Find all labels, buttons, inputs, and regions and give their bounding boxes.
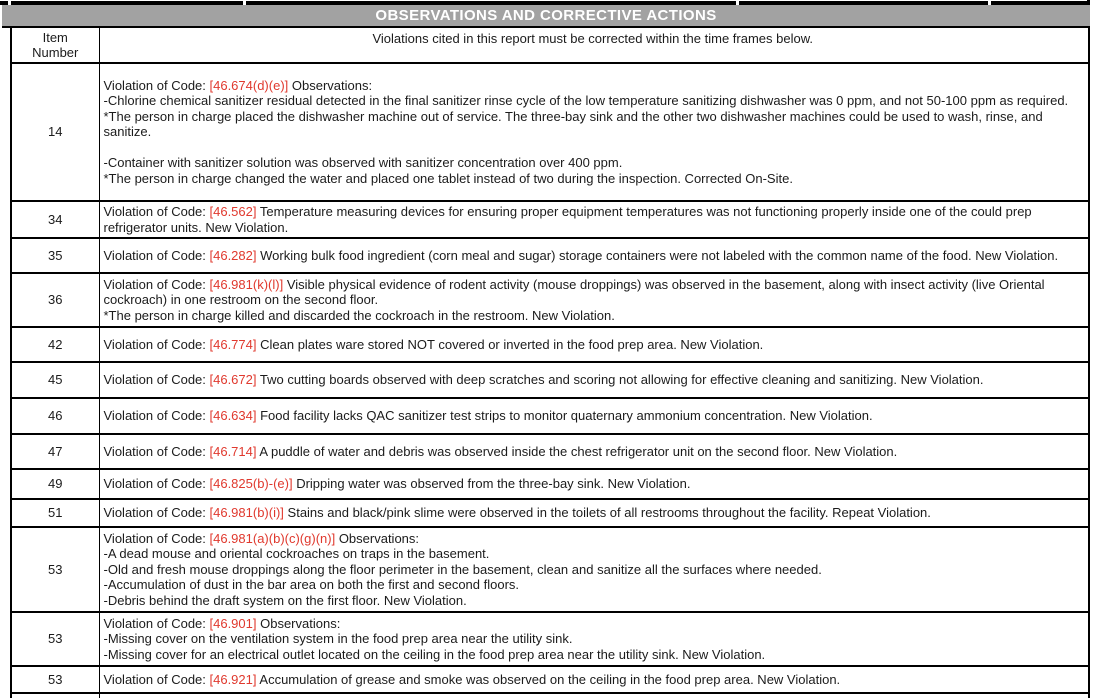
violation-description: Clean plates ware stored NOT covered or inverted in the food prep area. New Violation. [256,336,764,352]
violation-code: [46.774] [209,336,257,352]
violation-text-line: -Missing cover on the ventilation system in the food prep area near the utility sink. [103,631,573,647]
violation-prefix: Violation of Code: [103,336,210,352]
violation-code: [46.672] [209,372,257,388]
violation-row [11,469,1089,499]
item-number-cell [11,693,99,698]
violation-row [11,527,1089,612]
violation-description: Observations: [256,615,341,631]
violation-lead-line [104,672,1083,688]
violations-note-cell [99,28,1089,63]
item-number-cell [11,612,99,666]
violation-text-line [104,140,1083,156]
violation-code: [46.981(b)(i)] [209,505,284,521]
violation-text-line: -Chlorine chemical sanitizer residual detected in the final sanitizer rinse cycle of the low temperature sanitizing dishwasher was 0 ppm, and not 50-100 ppm as required. [103,93,1069,109]
violation-description: A puddle of water and debris was observed inside the chest refrigerator unit on the second floor. New Violation. [256,443,898,459]
violation-prefix: Violation of Code: [103,247,210,263]
item-number-cell [11,273,99,327]
violation-prefix: Violation of Code: [103,505,210,521]
violation-description: Working bulk food ingredient (corn meal and sugar) storage containers were not labeled with the common name of the food. New Violation. [256,247,1059,263]
section-title: OBSERVATIONS AND CORRECTIVE ACTIONS [375,7,717,24]
item-number: 51 [48,505,63,521]
violation-row [11,666,1089,693]
violation-description: Observations: [288,77,373,93]
violation-text-cell [99,201,1089,238]
violation-row [11,238,1089,273]
violation-text-cell [99,434,1089,469]
violation-code: [46.921] [209,671,257,687]
item-number-cell [11,362,99,398]
violation-text-cell [99,63,1089,201]
item-number: 46 [48,408,63,424]
violation-lead-line [104,444,1083,460]
violation-code: [46.825(b)-(e)] [209,476,293,492]
violation-text-line: -Missing cover for an electrical outlet located on the ceiling in the food prep area near the utility sink. New Violation. [103,646,766,662]
item-number-cell [11,201,99,238]
item-number-header-cell [11,28,99,63]
violation-description: Two cutting boards observed with deep scratches and scoring not allowing for effective cleaning and sanitizing. New Violation. [256,372,984,388]
item-number: 53 [48,671,63,687]
violation-lead-line [104,408,1083,424]
violation-description: Dripping water was observed from the three-bay sink. New Violation. [292,476,691,492]
table-header-row [11,28,1089,63]
violation-text-cell [99,238,1089,273]
violation-text-line: *The person in charge killed and discarded the cockroach in the restroom. New Violation. [103,307,615,323]
section-title-band [2,5,1090,28]
violation-text-line: -Container with sanitizer solution was observed with sanitizer concentration over 400 ppm. [103,155,623,171]
item-number: 14 [48,124,63,140]
violation-code: [46.981(k)(l)] [209,276,284,292]
violation-lead-line [104,78,1083,94]
violation-text-line: -A dead mouse and oriental cockroaches on traps in the basement. [103,546,490,562]
violation-row [11,612,1089,666]
violation-prefix: Violation of Code: [103,615,210,631]
violation-text-cell [99,398,1089,434]
violation-text-line: -Old and fresh mouse droppings along the floor perimeter in the basement, clean and sanitize all the surfaces where needed. [103,561,822,577]
violation-text-line: *The person in charge changed the water and placed one tablet instead of two during the inspection. Corrected On-Site. [103,170,793,186]
violation-prefix: Violation of Code: [103,476,210,492]
violation-text-line: -Accumulation of dust in the bar area on both the first and second floors. [103,577,520,593]
violation-lead-line [104,337,1083,353]
item-number: 53 [48,631,63,647]
item-number: 49 [48,476,63,492]
violation-lead-line [104,248,1083,264]
violation-lead-line [104,505,1083,521]
violation-row [11,693,1089,698]
item-number-cell [11,434,99,469]
violation-code: [46.562] [209,204,257,219]
violation-description: Stains and black/pink slime were observed in the toilets of all restrooms throughout the facility. Repeat Violation. [283,505,931,521]
item-number-cell [11,63,99,201]
violation-prefix: Violation of Code: [103,530,210,546]
violation-description: Observations: [335,530,420,546]
violation-lead-line [104,204,1083,235]
item-header-line2: Number [32,45,79,60]
violation-prefix: Violation of Code: [103,204,210,219]
violation-text-cell [99,612,1089,666]
violation-text-cell [99,273,1089,327]
violation-prefix: Violation of Code: [103,77,210,93]
violation-code: [46.901] [209,615,257,631]
violation-lead-line [104,372,1083,388]
item-number-cell [11,327,99,362]
item-number-cell [11,527,99,612]
violation-row [11,499,1089,527]
violation-code: [46.714] [209,443,257,459]
violation-description: Accumulation of grease and smoke was observed on the ceiling in the food prep area. New Violation. [256,671,841,687]
item-number-cell [11,469,99,499]
violation-text-cell [99,693,1089,698]
violation-row [11,63,1089,201]
violation-lead-line [104,277,1083,308]
violation-prefix: Violation of Code: [103,408,210,424]
item-header-line1: Item [42,30,68,45]
item-number-cell [11,398,99,434]
violations-table [10,28,1090,698]
violation-code: [46.634] [209,408,257,424]
item-number: 34 [48,211,63,227]
item-number: 45 [48,372,63,388]
item-number: 35 [48,247,63,263]
item-number: 42 [48,336,63,352]
item-number: 53 [48,561,63,577]
violation-prefix: Violation of Code: [103,443,210,459]
violation-description: Visible physical evidence of rodent activity (mouse droppings) was observed in the basement, along with insect activity (live Oriental cockroach) in one restroom on the second floor. [103,276,1045,308]
violation-prefix: Violation of Code: [103,671,210,687]
violation-code: [46.282] [209,247,257,263]
violation-code: [46.674(d)(e)] [209,77,289,93]
violation-text-cell [99,327,1089,362]
violation-prefix: Violation of Code: [103,372,210,388]
violation-row [11,273,1089,327]
violation-row [11,362,1089,398]
violation-description: Food facility lacks QAC sanitizer test strips to monitor quaternary ammonium concentration. New Violation. [256,408,873,424]
violation-text-cell [99,469,1089,499]
violation-text-line: *The person in charge placed the dishwasher machine out of service. The three-bay sink and the other two dishwasher machines could be used to wash, rinse, and sanitize. [103,108,1043,140]
violations-note-text: Violations cited in this report must be corrected within the time frames below. [372,31,814,46]
item-number-cell [11,238,99,273]
item-number: 47 [48,443,63,459]
violation-lead-line [104,616,1083,632]
violation-text-line: -Debris behind the draft system on the first floor. New Violation. [103,592,467,608]
violation-description: Temperature measuring devices for ensuring proper equipment temperatures was not functioning properly inside one of the could prep refrigerator units. New Violation. [103,204,1032,235]
item-number-cell [11,499,99,527]
violation-text-cell [99,527,1089,612]
violation-text-cell [99,666,1089,693]
item-number-cell [11,666,99,693]
violation-code: [46.981(a)(b)(c)(g)(n)] [209,530,336,546]
violation-row [11,201,1089,238]
violation-row [11,398,1089,434]
violation-row [11,327,1089,362]
violation-lead-line [104,476,1083,492]
violation-lead-line [104,531,1083,547]
violation-text-cell [99,362,1089,398]
violation-prefix: Violation of Code: [103,276,210,292]
violation-text-cell [99,499,1089,527]
item-number: 36 [48,292,63,308]
violation-row [11,434,1089,469]
